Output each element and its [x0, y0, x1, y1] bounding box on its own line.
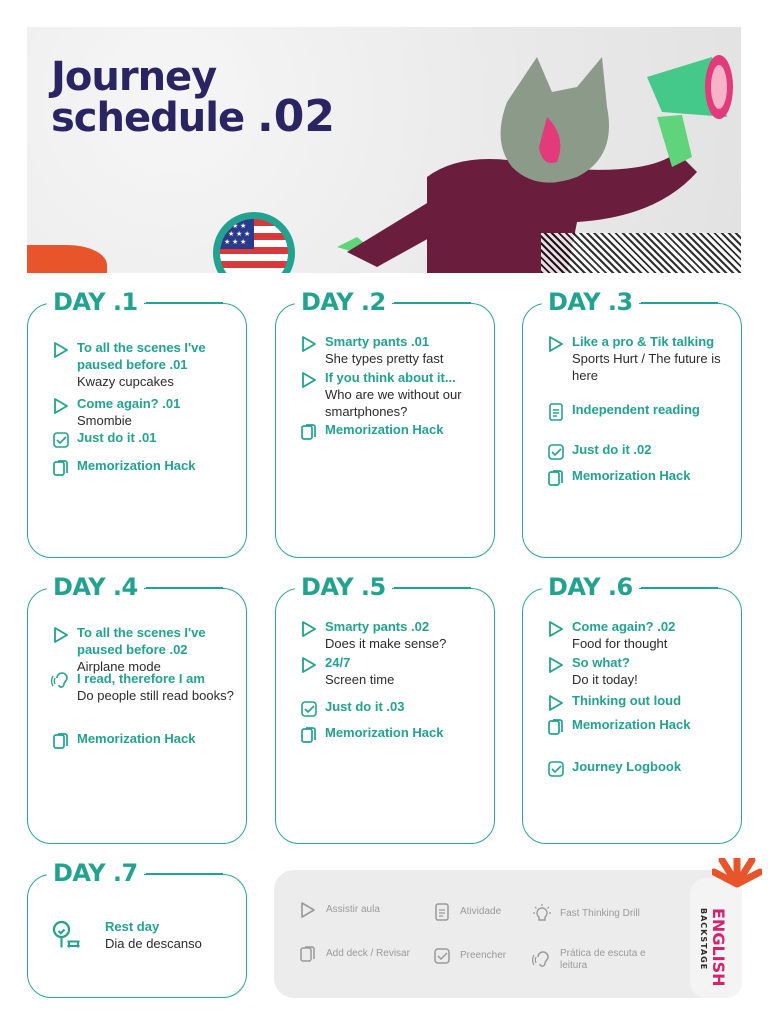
- document-icon: [432, 902, 452, 922]
- document-icon: [546, 402, 566, 422]
- cards-icon: [51, 731, 71, 751]
- schedule-item: [546, 716, 732, 737]
- schedule-item: [546, 758, 732, 779]
- day-label-5: DAY .5: [295, 573, 392, 601]
- item-title: Smarty pants .02: [325, 619, 430, 634]
- play-icon: [298, 900, 318, 920]
- day-label-7: DAY .7: [47, 859, 144, 887]
- schedule-item: [299, 421, 485, 442]
- day-label-4: DAY .4: [47, 573, 144, 601]
- day-label-rule: [641, 587, 718, 589]
- item-title: Smarty pants .01: [325, 334, 430, 349]
- item-subtitle: Does it make sense?: [325, 636, 447, 651]
- schedule-item: [51, 457, 237, 478]
- legend-panel: [274, 870, 742, 998]
- header-banner: [27, 27, 741, 273]
- item-title: If you think about it...: [325, 370, 456, 385]
- cards-icon: [546, 717, 566, 737]
- schedule-item: [51, 429, 237, 450]
- checkbox-icon: [51, 430, 71, 450]
- play-icon: [546, 619, 566, 639]
- item-subtitle: Airplane mode: [77, 659, 161, 674]
- play-icon: [51, 625, 71, 645]
- schedule-item: [299, 618, 485, 652]
- play-icon: [299, 619, 319, 639]
- item-title: So what?: [572, 655, 630, 670]
- day-label-2: DAY .2: [295, 288, 392, 316]
- schedule-item: [51, 395, 237, 429]
- item-title: Thinking out loud: [572, 693, 682, 708]
- day-label-6: DAY .6: [542, 573, 639, 601]
- schedule-item: [546, 692, 732, 713]
- schedule-item: [51, 624, 237, 675]
- legend-item-fill: Preencher: [432, 946, 506, 966]
- play-icon: [299, 655, 319, 675]
- item-title: Come again? .02: [572, 619, 676, 634]
- item-subtitle: Smombie: [77, 413, 132, 428]
- cards-icon: [51, 458, 71, 478]
- ear-icon: [532, 950, 552, 970]
- tree-bench-icon: [51, 919, 81, 949]
- item-title: I read, therefore I am: [77, 671, 205, 686]
- item-subtitle: Do people still read books?: [77, 688, 234, 703]
- day-label-rule: [394, 587, 471, 589]
- item-subtitle: Food for thought: [572, 636, 668, 651]
- legend-item-activity: Atividade: [432, 902, 501, 922]
- item-title: Journey Logbook: [572, 759, 682, 774]
- burst-decoration: [712, 858, 762, 888]
- schedule-item: [51, 670, 237, 704]
- item-title: Just do it .01: [77, 430, 157, 445]
- schedule-item: [546, 333, 732, 384]
- item-title: Memorization Hack: [572, 468, 691, 483]
- day-label-rule: [146, 302, 223, 304]
- play-icon: [51, 396, 71, 416]
- item-subtitle: Sports Hurt / The future is here: [572, 351, 721, 383]
- schedule-item: [546, 467, 732, 488]
- schedule-item: [546, 654, 732, 688]
- day-label-rule: [641, 302, 718, 304]
- brand-name: ENGLISH: [709, 908, 728, 987]
- lightbulb-icon: [532, 904, 552, 924]
- checkbox-icon: [546, 442, 566, 462]
- item-subtitle: Dia de descanso: [105, 936, 202, 951]
- schedule-item: [51, 918, 237, 952]
- item-title: To all the scenes I've paused before .02: [77, 625, 206, 657]
- title-number: .02: [257, 91, 335, 142]
- speckle-pattern: [541, 233, 741, 273]
- schedule-item: [299, 369, 485, 420]
- schedule-item: [299, 333, 485, 367]
- item-subtitle: Do it today!: [572, 672, 638, 687]
- title-line-2: schedule: [51, 95, 245, 141]
- day-label-1: DAY .1: [47, 288, 144, 316]
- item-title: 24/7: [325, 655, 351, 670]
- item-subtitle: She types pretty fast: [325, 351, 444, 366]
- item-title: Independent reading: [572, 402, 700, 417]
- item-title: Memorization Hack: [325, 422, 444, 437]
- schedule-item: [299, 654, 485, 688]
- schedule-item: [51, 339, 237, 390]
- us-flag-badge: ★ ★ ★ ★ ★ ★ ★ ★ ★: [213, 212, 295, 273]
- cards-icon: [298, 944, 318, 964]
- schedule-item: [299, 698, 485, 719]
- item-title: To all the scenes I've paused before .01: [77, 340, 206, 372]
- item-subtitle: Who are we without our smartphones?: [325, 387, 462, 419]
- page-title: [51, 54, 335, 142]
- day-label-rule: [146, 873, 223, 875]
- item-title: Come again? .01: [77, 396, 181, 411]
- day-label-rule: [394, 302, 471, 304]
- legend-item-deck: Add deck / Revisar: [298, 944, 410, 964]
- cards-icon: [299, 725, 319, 745]
- play-icon: [546, 655, 566, 675]
- day-label-rule: [146, 587, 223, 589]
- item-title: Memorization Hack: [77, 731, 196, 746]
- schedule-item: [546, 618, 732, 652]
- item-title: Rest day: [105, 919, 160, 934]
- play-icon: [546, 693, 566, 713]
- schedule-item: [546, 401, 732, 422]
- play-icon: [299, 334, 319, 354]
- item-subtitle: Screen time: [325, 672, 395, 687]
- item-title: Like a pro & Tik talking: [572, 334, 715, 349]
- item-title: Just do it .03: [325, 699, 405, 714]
- checkbox-icon: [546, 759, 566, 779]
- legend-item-watch: Assistir aula: [298, 900, 380, 920]
- ear-icon: [51, 671, 71, 691]
- item-title: Memorization Hack: [77, 458, 196, 473]
- play-icon: [299, 370, 319, 390]
- title-line-1: Journey: [51, 54, 217, 100]
- legend-item-fast-thinking: Fast Thinking Drill: [532, 904, 640, 924]
- cards-icon: [546, 468, 566, 488]
- item-subtitle: Kwazy cupcakes: [77, 374, 174, 389]
- play-icon: [51, 340, 71, 360]
- schedule-item: [546, 441, 732, 462]
- cards-icon: [299, 422, 319, 442]
- schedule-item: [51, 730, 237, 751]
- brand-logo: [690, 878, 742, 998]
- brand-tagline: BACKSTAGE: [699, 908, 708, 971]
- item-title: Just do it .02: [572, 442, 652, 457]
- legend-item-listening: Prática de escuta e leitura: [532, 948, 662, 972]
- day-label-3: DAY .3: [542, 288, 639, 316]
- item-title: Memorization Hack: [572, 717, 691, 732]
- schedule-item: [299, 724, 485, 745]
- play-icon: [546, 334, 566, 354]
- checkbox-icon: [432, 946, 452, 966]
- checkbox-icon: [299, 699, 319, 719]
- item-title: Memorization Hack: [325, 725, 444, 740]
